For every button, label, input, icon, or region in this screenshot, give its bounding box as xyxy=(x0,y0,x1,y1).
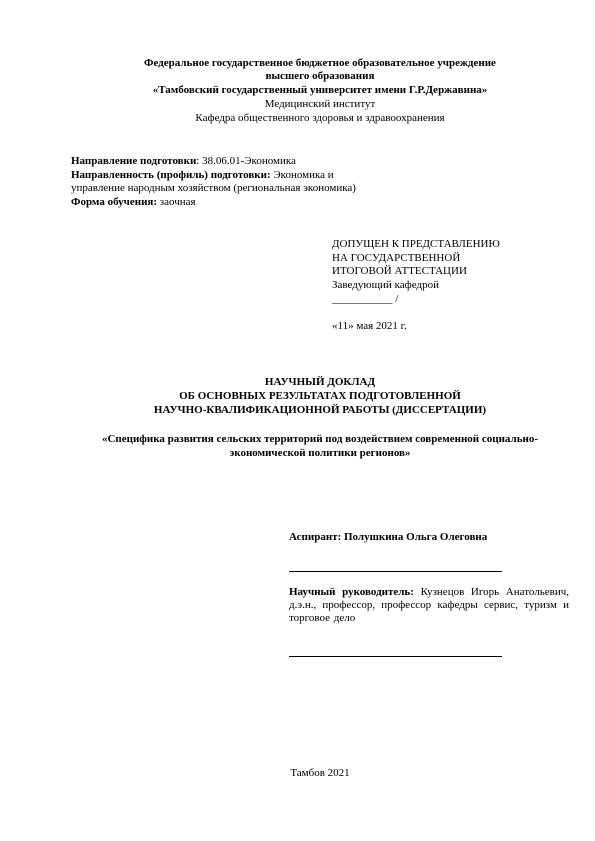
org-line1: Федеральное государственное бюджетное образовательное учреждение xyxy=(144,57,496,69)
advisor-label: Научный руководитель: xyxy=(289,586,414,598)
department-name: Кафедра общественного здоровья и здравоохранения xyxy=(195,112,445,124)
institute-name: Медицинский институт xyxy=(264,98,376,110)
profile-value-line2: управление народным хозяйством (региональная экономика) xyxy=(71,182,356,194)
org-line2: высшего образования xyxy=(265,70,375,82)
direction-value: : 38.06.01-Экономика xyxy=(196,155,296,167)
approval-signature-line: ___________ / xyxy=(332,293,399,305)
profile-value: Экономика и xyxy=(270,169,334,181)
approval-line4: Заведующий кафедрой xyxy=(332,279,439,291)
student-signature-line xyxy=(289,571,502,572)
advisor-block xyxy=(289,586,569,625)
title-line3: НАУЧНО-КВАЛИФИКАЦИОННОЙ РАБОТЫ (ДИССЕРТАЦИИ) xyxy=(153,404,487,416)
approval-line3: ИТОГОВОЙ АТТЕСТАЦИИ xyxy=(332,265,467,277)
advisor-signature-line xyxy=(289,656,502,657)
title-line1: НАУЧНЫЙ ДОКЛАД xyxy=(264,376,376,388)
direction-line xyxy=(71,155,296,168)
form-value: заочная xyxy=(157,196,196,208)
topic-line2: экономической политики регионов» xyxy=(229,447,411,459)
form-line xyxy=(71,196,196,209)
city-year: Тамбов 2021 xyxy=(290,767,350,779)
student-label: Аспирант: Полушкина Ольга Олеговна xyxy=(289,531,488,543)
advisor-text: Кузнецов Игорь Анатольевич, д.э.н., профессор, профессор кафедры сервис, туризм и торговое дело xyxy=(289,586,569,624)
topic-line1: «Специфика развития сельских территорий под воздействием современной социально- xyxy=(101,433,539,445)
approval-date: «11» мая 2021 г. xyxy=(332,320,407,332)
profile-line xyxy=(71,169,334,182)
direction-label: Направление подготовки xyxy=(71,155,197,167)
title-line2: ОБ ОСНОВНЫХ РЕЗУЛЬТАТАХ ПОДГОТОВЛЕННОЙ xyxy=(179,390,461,402)
approval-line1: ДОПУЩЕН К ПРЕДСТАВЛЕНИЮ xyxy=(332,238,500,250)
university-name: «Тамбовский государственный университет имени Г.Р.Державина» xyxy=(152,84,488,96)
approval-line2: НА ГОСУДАРСТВЕННОЙ xyxy=(332,252,461,264)
profile-label: Направленность (профиль) подготовки: xyxy=(71,169,271,181)
form-label: Форма обучения: xyxy=(71,196,158,208)
